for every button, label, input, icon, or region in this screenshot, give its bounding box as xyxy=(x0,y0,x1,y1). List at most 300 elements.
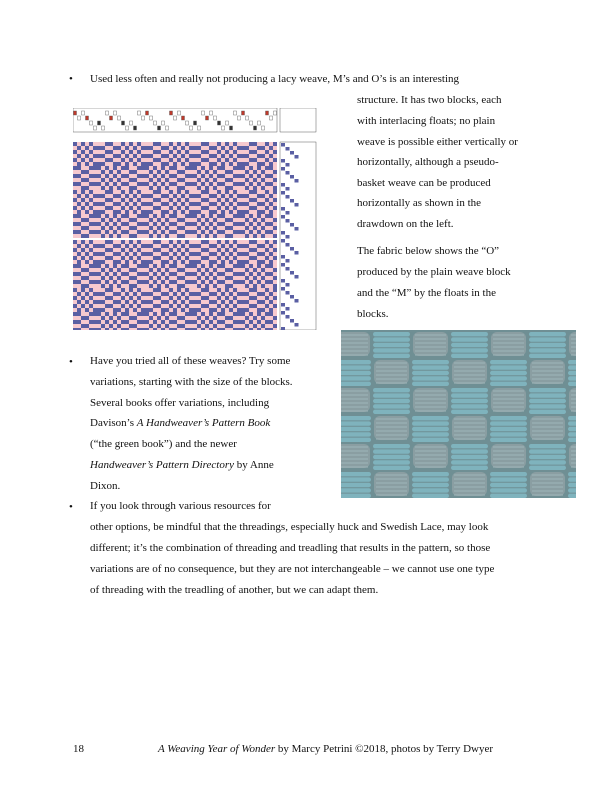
drawdown-cell xyxy=(217,190,221,194)
drawdown-cell xyxy=(169,328,173,330)
drawdown-cell xyxy=(149,248,153,252)
drawdown-cell xyxy=(81,198,85,202)
drawdown-cell xyxy=(173,162,177,166)
drawdown-cell xyxy=(89,244,93,248)
drawdown-cell xyxy=(213,268,217,272)
float-thread xyxy=(373,449,410,453)
drawdown-cell xyxy=(241,268,245,272)
drawdown-cell xyxy=(193,276,197,280)
drawdown-cell xyxy=(113,194,117,198)
drawdown-cell xyxy=(233,272,237,276)
drawdown-cell xyxy=(129,174,133,178)
float-thread xyxy=(529,332,566,336)
float-thread xyxy=(341,438,371,442)
plain-weave-block xyxy=(452,416,487,440)
drawdown-cell xyxy=(105,252,109,256)
drawdown-cell xyxy=(89,154,93,158)
treadling-mark xyxy=(295,275,299,279)
float-thread xyxy=(490,416,527,420)
drawdown-cell xyxy=(253,292,257,296)
drawdown-cell xyxy=(81,178,85,182)
drawdown-cell xyxy=(137,222,141,226)
drawdown-cell xyxy=(205,222,209,226)
drawdown-cell xyxy=(81,230,85,234)
drawdown-cell xyxy=(153,260,157,264)
drawdown-cell xyxy=(109,296,113,300)
drawdown-cell xyxy=(193,320,197,324)
drawdown-cell xyxy=(165,222,169,226)
drawdown-cell xyxy=(89,328,93,330)
treadling-mark xyxy=(286,315,290,319)
drawdown-cell xyxy=(121,162,125,166)
drawdown-cell xyxy=(185,312,189,316)
drawdown-cell xyxy=(269,240,273,244)
drawdown-cell xyxy=(161,158,165,162)
drawdown-cell xyxy=(273,240,277,244)
drawdown-cell xyxy=(117,222,121,226)
treadling-mark xyxy=(286,211,290,215)
drawdown-cell xyxy=(89,268,93,272)
drawdown-cell xyxy=(189,178,193,182)
drawdown-cell xyxy=(249,324,253,328)
drawdown-cell xyxy=(173,166,177,170)
drawdown-cell xyxy=(221,300,225,304)
drawdown-cell xyxy=(189,190,193,194)
drawdown-cell xyxy=(145,276,149,280)
drawdown-cell xyxy=(97,296,101,300)
drawdown-cell xyxy=(205,142,209,146)
drawdown-cell xyxy=(249,202,253,206)
drawdown-cell xyxy=(77,190,81,194)
drawdown-cell xyxy=(209,252,213,256)
drawdown-cell xyxy=(265,170,269,174)
drawdown-cell xyxy=(97,166,101,170)
drawdown-cell xyxy=(77,154,81,158)
drawdown-cell xyxy=(73,252,77,256)
drawdown-cell xyxy=(241,146,245,150)
drawdown-cell xyxy=(265,284,269,288)
drawdown-cell xyxy=(109,150,113,154)
drawdown-cell xyxy=(189,154,193,158)
drawdown-cell xyxy=(205,198,209,202)
drawdown-cell xyxy=(169,142,173,146)
drawdown-cell xyxy=(101,268,105,272)
drawdown-cell xyxy=(93,320,97,324)
drawdown-cell xyxy=(157,178,161,182)
drawdown-cell xyxy=(85,230,89,234)
drawdown-cell xyxy=(237,244,241,248)
drawdown-cell xyxy=(157,328,161,330)
drawdown-cell xyxy=(185,210,189,214)
drawdown-cell xyxy=(249,240,253,244)
drawdown-cell xyxy=(109,162,113,166)
drawdown-cell xyxy=(173,288,177,292)
drawdown-cell xyxy=(133,256,137,260)
drawdown-cell xyxy=(233,182,237,186)
drawdown-cell xyxy=(181,264,185,268)
drawdown-cell xyxy=(209,300,213,304)
drawdown-cell xyxy=(113,170,117,174)
drawdown-cell xyxy=(157,248,161,252)
drawdown-cell xyxy=(193,182,197,186)
drawdown-cell xyxy=(249,308,253,312)
drawdown-cell xyxy=(233,194,237,198)
drawdown-cell xyxy=(193,292,197,296)
drawdown-cell xyxy=(145,186,149,190)
drawdown-cell xyxy=(129,308,133,312)
paragraph-1-line-3: with interlacing floats; no plain xyxy=(357,115,496,127)
paragraph-2-line-4: blocks. xyxy=(357,308,389,320)
drawdown-cell xyxy=(73,272,77,276)
drawdown-cell xyxy=(213,276,217,280)
drawdown-cell xyxy=(213,308,217,312)
drawdown-cell xyxy=(121,312,125,316)
drawdown-cell xyxy=(189,146,193,150)
drawdown-cell xyxy=(253,150,257,154)
drawdown-cell xyxy=(257,324,261,328)
paragraph-1-line-7: horizontally as shown in the xyxy=(357,197,482,209)
drawdown-cell xyxy=(245,174,249,178)
drawdown-cell xyxy=(165,142,169,146)
drawdown-cell xyxy=(245,328,249,330)
drawdown-cell xyxy=(149,276,153,280)
drawdown-cell xyxy=(85,240,89,244)
drawdown-cell xyxy=(221,162,225,166)
drawdown-cell xyxy=(165,234,169,238)
drawdown-cell xyxy=(245,316,249,320)
drawdown-cell xyxy=(181,142,185,146)
drawdown-cell xyxy=(209,264,213,268)
drawdown-cell xyxy=(225,280,229,284)
drawdown-cell xyxy=(197,234,201,238)
drawdown-cell xyxy=(173,158,177,162)
drawdown-cell xyxy=(173,312,177,316)
drawdown-cell xyxy=(89,284,93,288)
drawdown-cell xyxy=(129,162,133,166)
drawdown-cell xyxy=(169,218,173,222)
drawdown-cell xyxy=(169,272,173,276)
drawdown-cell xyxy=(141,150,145,154)
drawdown-cell xyxy=(93,244,97,248)
drawdown-cell xyxy=(85,146,89,150)
drawdown-cell xyxy=(189,288,193,292)
drawdown-cell xyxy=(233,210,237,214)
drawdown-cell xyxy=(225,248,229,252)
drawdown-cell xyxy=(161,170,165,174)
drawdown-cell xyxy=(257,182,261,186)
paragraph-3-line-2: variations, starting with the size of the blocks. xyxy=(90,376,293,388)
treadling-mark xyxy=(281,263,285,267)
drawdown-cell xyxy=(257,190,261,194)
drawdown-cell xyxy=(105,292,109,296)
drawdown-cell xyxy=(201,292,205,296)
drawdown-cell xyxy=(193,296,197,300)
drawdown-cell xyxy=(209,272,213,276)
drawdown-cell xyxy=(81,206,85,210)
drawdown-cell xyxy=(121,328,125,330)
drawdown-cell xyxy=(141,198,145,202)
drawdown-cell xyxy=(145,150,149,154)
drawdown-cell xyxy=(173,252,177,256)
drawdown-cell xyxy=(173,186,177,190)
threading-cell xyxy=(218,121,221,125)
drawdown-cell xyxy=(213,166,217,170)
drawdown-cell xyxy=(97,182,101,186)
drawdown-cell xyxy=(261,150,265,154)
drawdown-cell xyxy=(157,316,161,320)
drawdown-cell xyxy=(133,284,137,288)
float-thread xyxy=(341,432,371,436)
threading-cell xyxy=(146,111,149,115)
drawdown-cell xyxy=(249,150,253,154)
threading-cell xyxy=(270,116,273,120)
drawdown-cell xyxy=(229,202,233,206)
drawdown-cell xyxy=(221,222,225,226)
treadling-mark xyxy=(281,207,285,211)
drawdown-cell xyxy=(125,162,129,166)
drawdown-cell xyxy=(141,240,145,244)
drawdown-cell xyxy=(85,264,89,268)
drawdown-cell xyxy=(273,226,277,230)
drawdown-cell xyxy=(181,234,185,238)
drawdown-cell xyxy=(101,320,105,324)
drawdown-cell xyxy=(161,230,165,234)
drawdown-cell xyxy=(237,268,241,272)
drawdown-cell xyxy=(157,272,161,276)
drawdown-cell xyxy=(149,324,153,328)
drawdown-cell xyxy=(181,162,185,166)
drawdown-cell xyxy=(157,256,161,260)
drawdown-cell xyxy=(113,248,117,252)
drawdown-cell xyxy=(73,170,77,174)
drawdown-cell xyxy=(225,214,229,218)
drawdown-cell xyxy=(237,162,241,166)
drawdown-cell xyxy=(261,194,265,198)
drawdown-cell xyxy=(269,166,273,170)
drawdown-cell xyxy=(213,146,217,150)
treadling-mark xyxy=(281,279,285,283)
drawdown-cell xyxy=(141,222,145,226)
drawdown-cell xyxy=(149,154,153,158)
drawdown-cell xyxy=(169,288,173,292)
drawdown-cell xyxy=(77,260,81,264)
drawdown-cell xyxy=(105,240,109,244)
drawdown-cell xyxy=(145,244,149,248)
drawdown-cell xyxy=(85,320,89,324)
drawdown-cell xyxy=(73,312,77,316)
drawdown-cell xyxy=(81,222,85,226)
drawdown-cell xyxy=(193,272,197,276)
drawdown-cell xyxy=(81,264,85,268)
drawdown-cell xyxy=(201,218,205,222)
drawdown-cell xyxy=(233,190,237,194)
drawdown-cell xyxy=(113,158,117,162)
drawdown-cell xyxy=(109,328,113,330)
threading-cell xyxy=(206,116,209,120)
drawdown-cell xyxy=(273,194,277,198)
drawdown-cell xyxy=(237,256,241,260)
drawdown-cell xyxy=(237,142,241,146)
drawdown-cell xyxy=(149,202,153,206)
drawdown-cell xyxy=(249,190,253,194)
drawdown-cell xyxy=(205,178,209,182)
float-thread xyxy=(529,455,566,459)
drawdown-cell xyxy=(73,162,77,166)
drawdown-cell xyxy=(165,174,169,178)
drawdown-cell xyxy=(125,264,129,268)
threading-cell xyxy=(134,126,137,130)
drawdown-cell xyxy=(261,280,265,284)
treadling-mark xyxy=(286,291,290,295)
drawdown-cell xyxy=(145,320,149,324)
drawdown-cell xyxy=(265,154,269,158)
drawdown-cell xyxy=(213,194,217,198)
drawdown-cell xyxy=(193,244,197,248)
treadling-mark xyxy=(286,235,290,239)
drawdown-cell xyxy=(245,252,249,256)
drawdown-cell xyxy=(149,304,153,308)
drawdown-cell xyxy=(169,210,173,214)
drawdown-cell xyxy=(93,230,97,234)
drawdown-cell xyxy=(261,210,265,214)
drawdown-cell xyxy=(101,256,105,260)
drawdown-cell xyxy=(109,186,113,190)
float-thread xyxy=(451,337,488,341)
threading-cell xyxy=(222,126,225,130)
drawdown-cell xyxy=(113,222,117,226)
drawdown-cell xyxy=(81,292,85,296)
drawdown-cell xyxy=(261,252,265,256)
float-thread xyxy=(341,483,371,487)
drawdown-cell xyxy=(229,154,233,158)
drawdown-cell xyxy=(157,230,161,234)
drawdown-cell xyxy=(237,198,241,202)
drawdown-cell xyxy=(237,260,241,264)
drawdown-cell xyxy=(133,312,137,316)
drawdown-cell xyxy=(153,324,157,328)
drawdown-cell xyxy=(153,194,157,198)
drawdown-cell xyxy=(189,252,193,256)
drawdown-cell xyxy=(145,252,149,256)
drawdown-cell xyxy=(261,292,265,296)
drawdown-cell xyxy=(273,284,277,288)
drawdown-cell xyxy=(165,292,169,296)
drawdown-cell xyxy=(197,178,201,182)
drawdown-cell xyxy=(181,248,185,252)
drawdown-cell xyxy=(145,288,149,292)
drawdown-cell xyxy=(261,146,265,150)
drawdown-cell xyxy=(177,248,181,252)
drawdown-cell xyxy=(237,276,241,280)
drawdown-cell xyxy=(93,292,97,296)
drawdown-cell xyxy=(269,186,273,190)
drawdown-cell xyxy=(169,182,173,186)
drawdown-cell xyxy=(153,202,157,206)
drawdown-cell xyxy=(245,230,249,234)
drawdown-cell xyxy=(153,198,157,202)
treadling-mark xyxy=(286,243,290,247)
drawdown-cell xyxy=(233,316,237,320)
drawdown-cell xyxy=(137,218,141,222)
drawdown-cell xyxy=(117,234,121,238)
drawdown-cell xyxy=(209,190,213,194)
drawdown-cell xyxy=(189,230,193,234)
drawdown-cell xyxy=(181,328,185,330)
drawdown-cell xyxy=(233,256,237,260)
drawdown-cell xyxy=(173,308,177,312)
drawdown-cell xyxy=(141,252,145,256)
drawdown-cell xyxy=(181,190,185,194)
drawdown-cell xyxy=(73,214,77,218)
drawdown-cell xyxy=(161,328,165,330)
drawdown-cell xyxy=(129,194,133,198)
drawdown-cell xyxy=(73,304,77,308)
drawdown-cell xyxy=(121,296,125,300)
drawdown-cell xyxy=(165,146,169,150)
float-thread xyxy=(451,332,488,336)
drawdown-cell xyxy=(241,158,245,162)
drawdown-cell xyxy=(141,292,145,296)
drawdown-cell xyxy=(173,272,177,276)
drawdown-cell xyxy=(241,190,245,194)
drawdown-cell xyxy=(129,218,133,222)
drawdown-cell xyxy=(157,162,161,166)
drawdown-cell xyxy=(145,222,149,226)
drawdown-cell xyxy=(173,194,177,198)
drawdown-cell xyxy=(173,244,177,248)
drawdown-cell xyxy=(125,234,129,238)
drawdown-cell xyxy=(197,230,201,234)
drawdown-cell xyxy=(253,248,257,252)
drawdown-cell xyxy=(209,186,213,190)
drawdown-cell xyxy=(205,210,209,214)
drawdown-cell xyxy=(81,276,85,280)
drawdown-cell xyxy=(101,210,105,214)
drawdown-cell xyxy=(249,312,253,316)
drawdown-cell xyxy=(253,146,257,150)
drawdown-cell xyxy=(145,178,149,182)
drawdown-cell xyxy=(77,312,81,316)
drawdown-cell xyxy=(201,158,205,162)
drawdown-cell xyxy=(101,296,105,300)
drawdown-cell xyxy=(269,288,273,292)
treadling-mark xyxy=(286,267,290,271)
drawdown-cell xyxy=(185,288,189,292)
drawdown-cell xyxy=(89,248,93,252)
drawdown-cell xyxy=(253,214,257,218)
drawdown-cell xyxy=(185,158,189,162)
drawdown-cell xyxy=(141,230,145,234)
drawdown-cell xyxy=(229,142,233,146)
treadling-mark xyxy=(281,231,285,235)
drawdown-cell xyxy=(177,260,181,264)
drawdown-cell xyxy=(181,186,185,190)
drawdown-cell xyxy=(181,230,185,234)
drawdown-cell xyxy=(225,320,229,324)
drawdown-cell xyxy=(273,206,277,210)
drawdown-cell xyxy=(89,198,93,202)
drawdown-cell xyxy=(169,260,173,264)
drawdown-cell xyxy=(173,280,177,284)
drawdown-cell xyxy=(161,222,165,226)
drawdown-cell xyxy=(169,324,173,328)
drawdown-cell xyxy=(213,244,217,248)
drawdown-cell xyxy=(137,312,141,316)
drawdown-cell xyxy=(229,206,233,210)
drawdown-cell xyxy=(121,304,125,308)
drawdown-cell xyxy=(225,260,229,264)
drawdown-cell xyxy=(81,252,85,256)
